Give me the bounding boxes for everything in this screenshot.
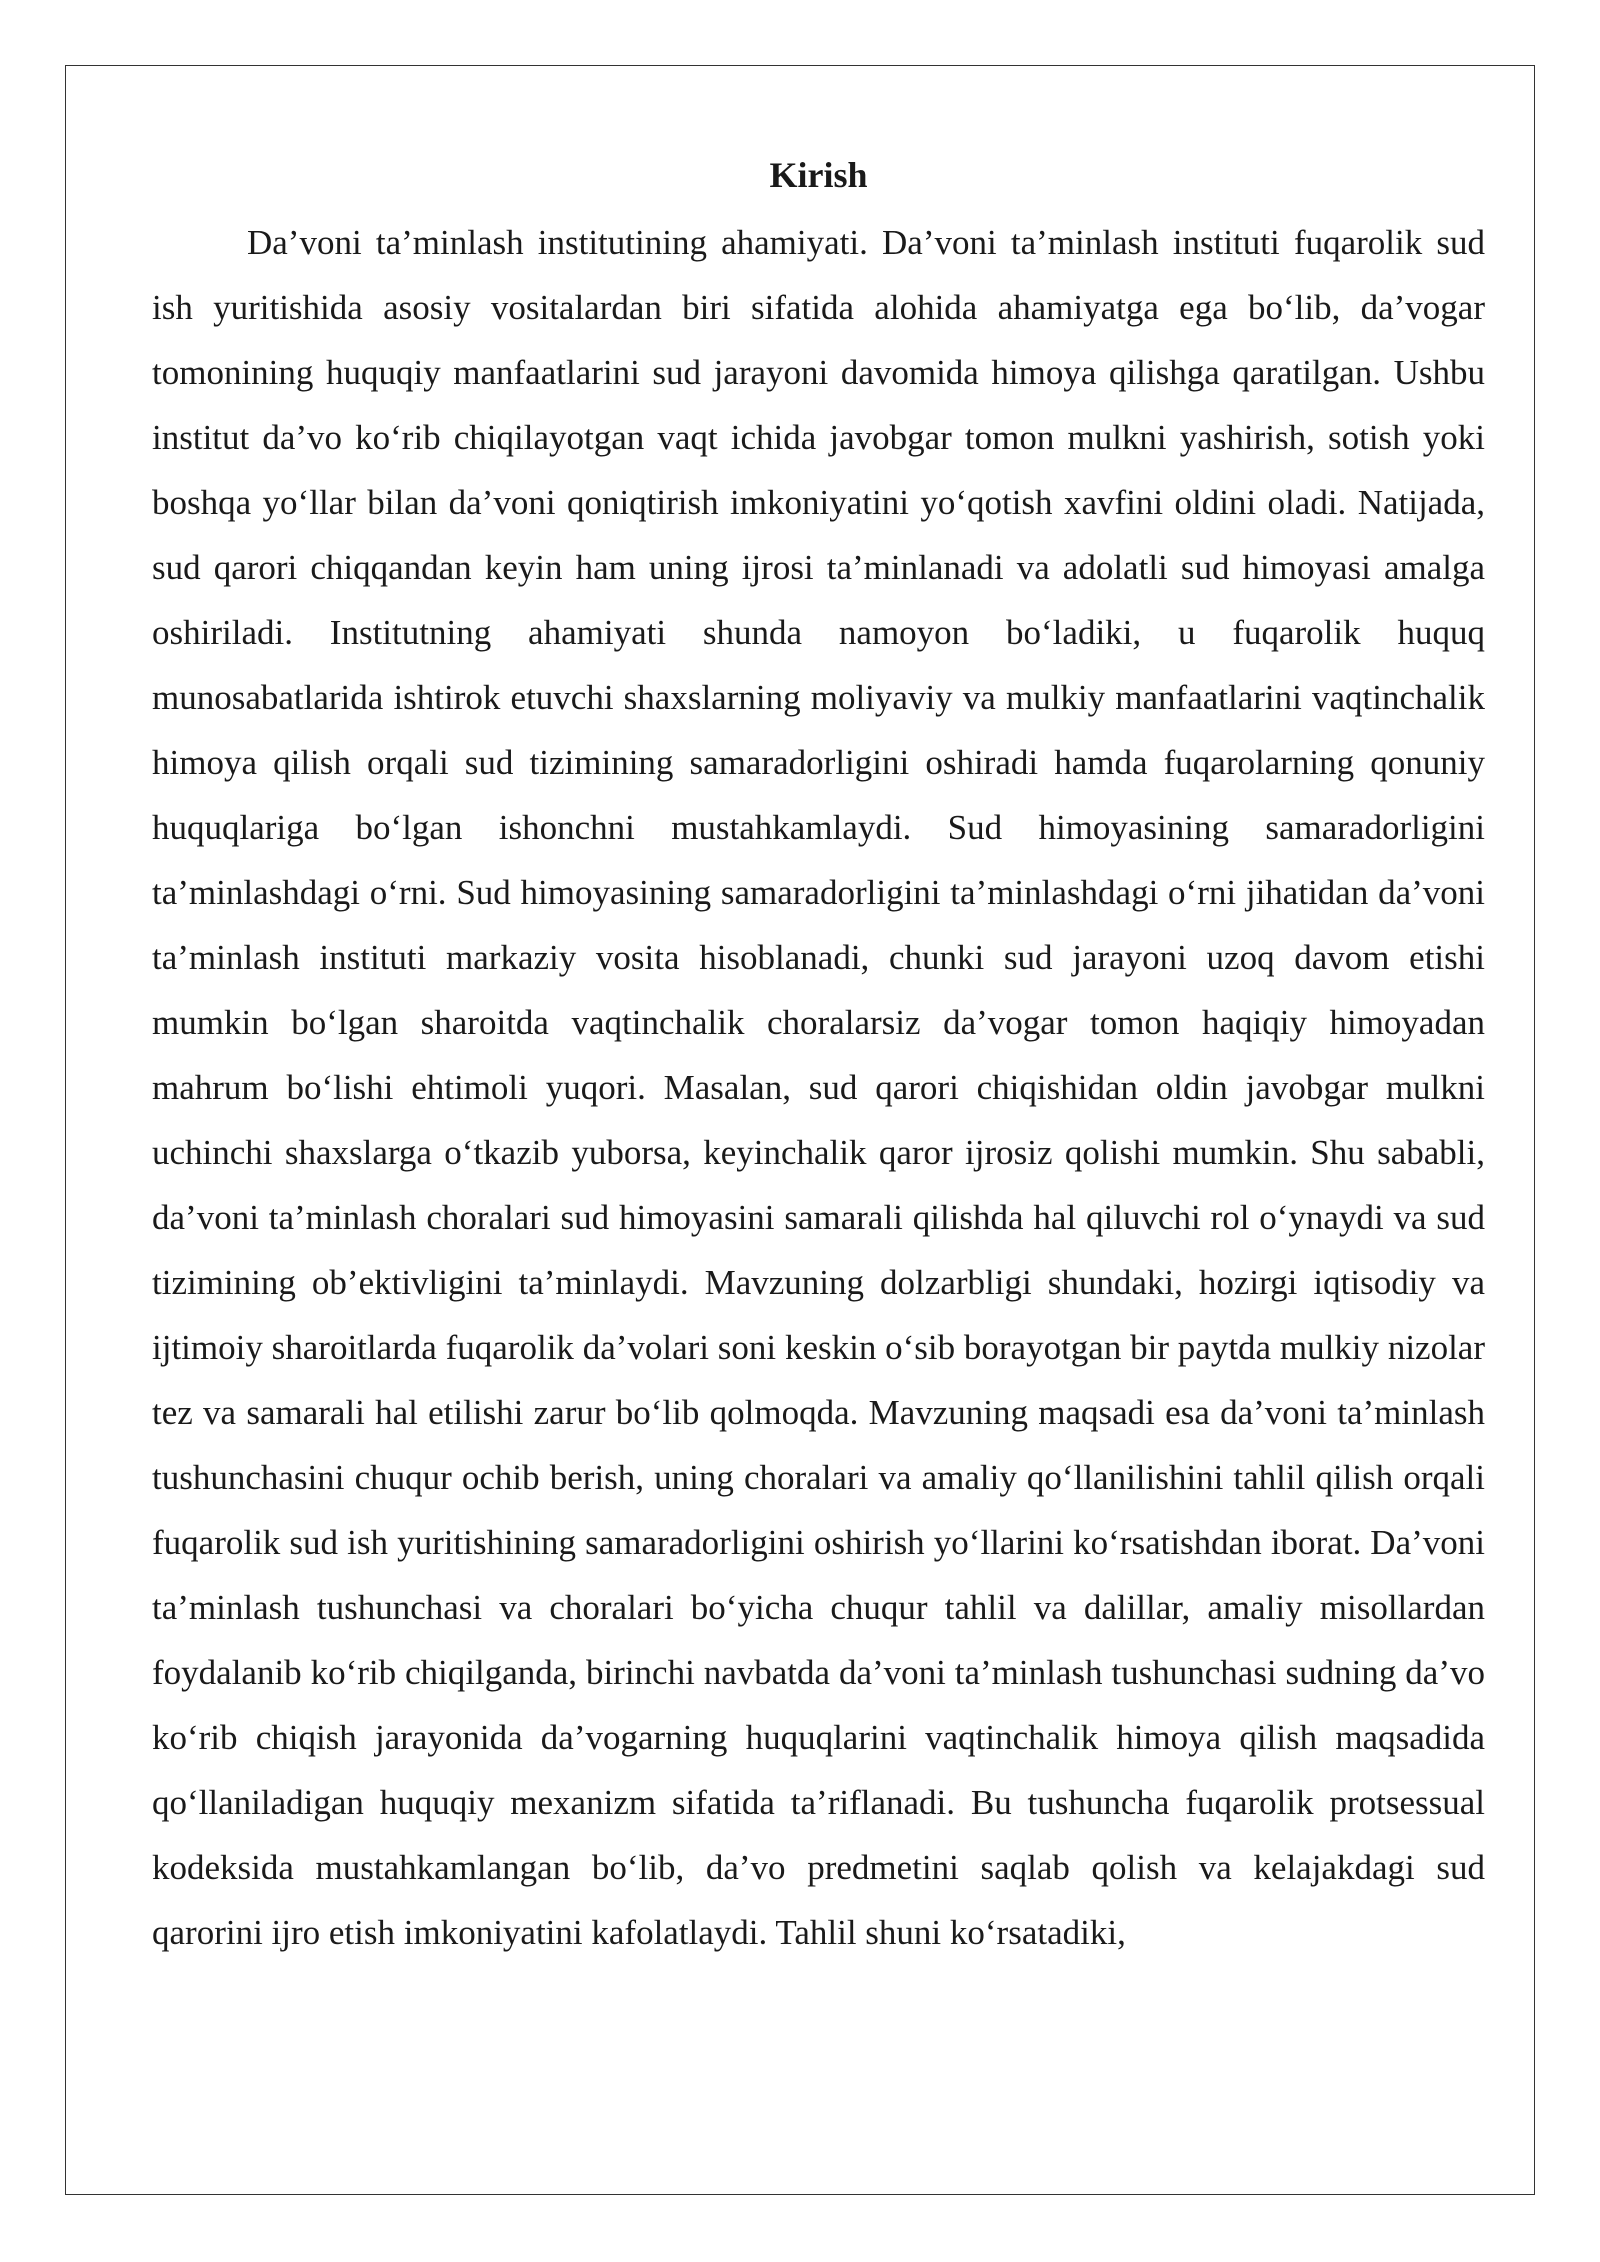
page-content xyxy=(152,145,1485,1965)
body-paragraph: Da’voni ta’minlash institutining ahamiyati. Da’voni ta’minlash instituti fuqarolik sud ish yuritishida asosiy vositalardan biri sifatida alohida ahamiyatga ega bo‘lib, da’vogar tomonining huquqiy manfaatlarini sud jarayoni davomida himoya qilishga qaratilgan. Ushbu institut da’vo ko‘rib chiqilayotgan vaqt ichida javobgar tomon mulkni yashirish, sotish yoki boshqa yo‘llar bilan da’voni qoniqtirish imkoniyatini yo‘qotish xavfini oldini oladi. Natijada, sud qarori chiqqandan keyin ham uning ijrosi ta’minlanadi va adolatli sud himoyasi amalga oshiriladi. Institutning ahamiyati shunda namoyon bo‘ladiki, u fuqarolik huquq munosabatlarida ishtirok etuvchi shaxslarning moliyaviy va mulkiy manfaatlarini vaqtinchalik himoya qilish orqali sud tizimining samaradorligini oshiradi hamda fuqarolarning qonuniy huquqlariga bo‘lgan ishonchni mustahkamlaydi. Sud himoyasining samaradorligini ta’minlashdagi o‘rni. Sud himoyasining samaradorligini ta’minlashdagi o‘rni jihatidan da’voni ta’minlash instituti markaziy vosita hisoblanadi, chunki sud jarayoni uzoq davom etishi mumkin bo‘lgan sharoitda vaqtinchalik choralarsiz da’vogar tomon haqiqiy himoyadan mahrum bo‘lishi ehtimoli yuqori. Masalan, sud qarori chiqishidan oldin javobgar mulkni uchinchi shaxslarga o‘tkazib yuborsa, keyinchalik qaror ijrosiz qolishi mumkin. Shu sababli, da’voni ta’minlash choralari sud himoyasini samarali qilishda hal qiluvchi rol o‘ynaydi va sud tizimining ob’ektivligini ta’minlaydi. Mavzuning dolzarbligi shundaki, hozirgi iqtisodiy va ijtimoiy sharoitlarda fuqarolik da’volari soni keskin o‘sib borayotgan bir paytda mulkiy nizolar tez va samarali hal etilishi zarur bo‘lib qolmoqda. Mavzuning maqsadi esa da’voni ta’minlash tushunchasini chuqur ochib berish, uning choralari va amaliy qo‘llanilishini tahlil qilish orqali fuqarolik sud ish yuritishining samaradorligini oshirish yo‘llarini ko‘rsatishdan iborat. Da’voni ta’minlash tushunchasi va choralari bo‘yicha chuqur tahlil va dalillar, amaliy misollardan foydalanib ko‘rib chiqilganda, birinchi navbatda da’voni ta’minlash tushunchasi sudning da’vo ko‘rib chiqish jarayonida da’vogarning huquqlarini vaqtinchalik himoya qilish maqsadida qo‘llaniladigan huquqiy mexanizm sifatida ta’riflanadi. Bu tushuncha fuqarolik protsessual kodeksida mustahkamlangan bo‘lib, da’vo predmetini saqlab qolish va kelajakdagi sud qarorini ijro etish imkoniyatini kafolatlaydi. Tahlil shuni ko‘rsatadiki, xyxy=(152,223,1485,1952)
page-title: Kirish xyxy=(769,155,868,195)
